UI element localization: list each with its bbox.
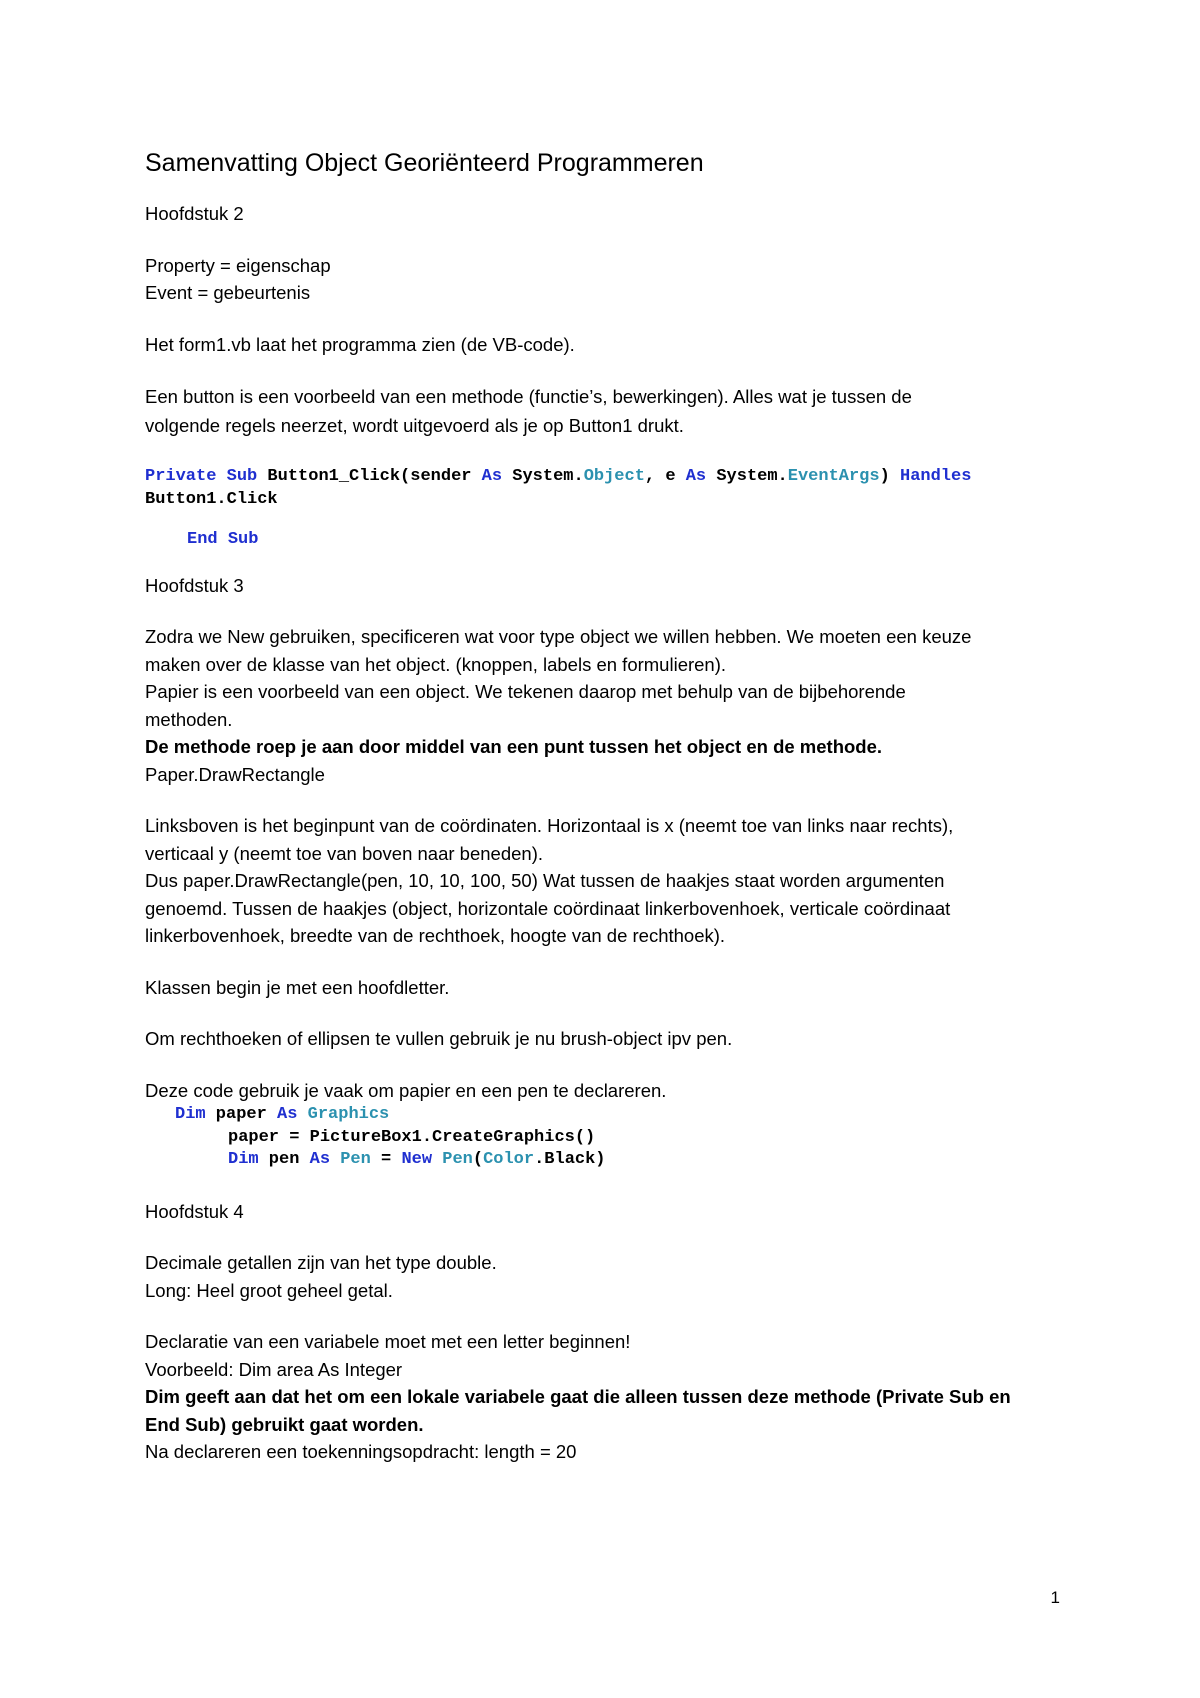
text-line: genoemd. Tussen de haakjes (object, horizontale coördinaat linkerbovenhoek, verticale coördinaat — [145, 897, 951, 919]
code-line: paper = PictureBox1.CreateGraphics() — [228, 1127, 596, 1147]
text-line: Long: Heel groot geheel getal. — [145, 1279, 393, 1301]
text-line: Klassen begin je met een hoofdletter. — [145, 976, 450, 998]
text-line: volgende regels neerzet, wordt uitgevoerd als je op Button1 drukt. — [145, 415, 684, 436]
bold-text-line: De methode roep je aan door middel van een punt tussen het object en de methode. — [145, 736, 883, 757]
code-line: Dim pen As Pen = New Pen(Color.Black) — [228, 1150, 606, 1169]
section-heading-h3: Hoofdstuk 3 — [145, 574, 244, 596]
text-line: maken over de klasse van het object. (knoppen, labels en formulieren). — [145, 653, 727, 675]
code-block-graphics — [145, 1104, 1065, 1172]
text-line: Dus paper.DrawRectangle(pen, 10, 10, 100, 50) Wat tussen de haakjes staat worden argumenten — [145, 870, 945, 891]
text-line: Om rechthoeken of ellipsen te vullen gebruik je nu brush-object ipv pen. — [145, 1028, 733, 1049]
text-line: Een button is een voorbeeld van een methode (functie’s, bewerkingen). Alles wat je tussen de — [145, 386, 912, 407]
code-block-button-click — [145, 466, 1065, 552]
text-line: Het form1.vb laat het programma zien (de VB-code). — [145, 333, 575, 355]
code-line: Private Sub Button1_Click(sender As System.Object, e As System.EventArgs) Handles — [145, 467, 972, 486]
text-line: Decimale getallen zijn van het type double. — [145, 1252, 497, 1273]
text-line: methoden. — [145, 708, 233, 730]
text-line: Papier is een voorbeeld van een object. We tekenen daarop met behulp van de bijbehorende — [145, 681, 906, 702]
section-heading-h2: Hoofdstuk 2 — [145, 203, 244, 224]
text-line: linkerbovenhoek, breedte van de rechthoek, hoogte van de rechthoek). — [145, 925, 726, 946]
section-heading-h4: Hoofdstuk 4 — [145, 1200, 244, 1222]
text-line: Voorbeeld: Dim area As Integer — [145, 1358, 403, 1380]
text-line: Paper.DrawRectangle — [145, 763, 325, 785]
page-number: 1 — [1050, 1588, 1060, 1607]
bold-text-line: Dim geeft aan dat het om een lokale variabele gaat die alleen tussen deze methode (Private Sub en — [145, 1386, 1011, 1407]
text-line: Property = eigenschap — [145, 254, 331, 276]
text-line: Zodra we New gebruiken, specificeren wat voor type object we willen hebben. We moeten een keuze — [145, 626, 972, 647]
document-body — [145, 146, 1065, 1466]
bold-text-line: End Sub) gebruikt gaat worden. — [145, 1413, 424, 1435]
text-line: Event = gebeurtenis — [145, 282, 311, 303]
text-line: Na declareren een toekenningsopdracht: length = 20 — [145, 1441, 577, 1462]
code-line: Dim paper As Graphics — [175, 1105, 390, 1124]
text-line: Linksboven is het beginpunt van de coördinaten. Horizontaal is x (neemt toe van links naar rechts), — [145, 815, 954, 836]
text-line: Deze code gebruik je vaak om papier en een pen te declareren. — [145, 1079, 667, 1101]
text-line: verticaal y (neemt toe van boven naar beneden). — [145, 842, 543, 864]
text-line: Declaratie van een variabele moet met een letter beginnen! — [145, 1331, 631, 1352]
document-title: Samenvatting Object Georiënteerd Programmeren — [145, 149, 704, 177]
code-line: End Sub — [187, 530, 259, 549]
code-line: Button1.Click — [145, 489, 278, 509]
